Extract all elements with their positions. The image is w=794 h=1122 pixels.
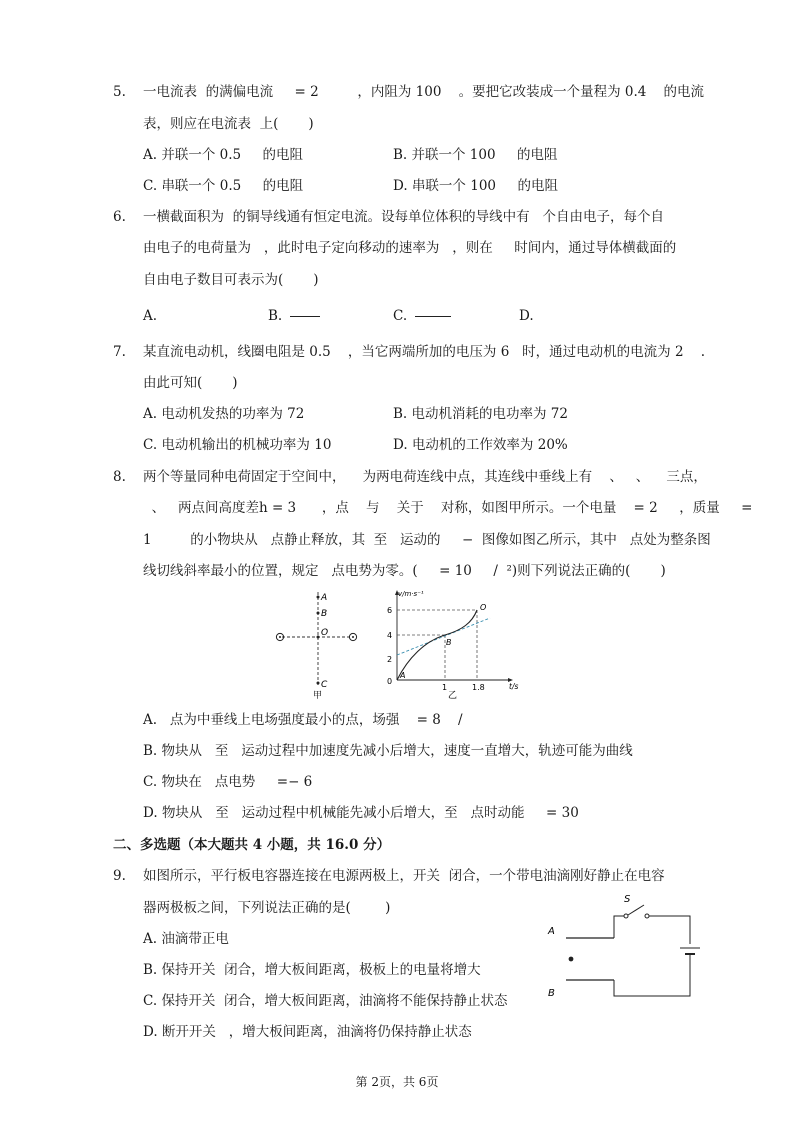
q5-option-a[interactable] <box>143 146 303 164</box>
q8-number: 8. <box>113 469 126 485</box>
option-text: 电动机输出的机械功率为 10 <box>161 437 332 453</box>
point-c-label: C <box>321 680 328 690</box>
q6-option-d[interactable] <box>519 307 534 325</box>
option-text: 并联一个 0.5 的电阻 <box>161 147 304 163</box>
switch-left-terminal <box>624 914 628 918</box>
option-label: D. <box>519 308 534 324</box>
q7-number: 7. <box>113 344 126 360</box>
q9-option-c[interactable] <box>143 992 508 1010</box>
point-o-label: O <box>480 603 487 612</box>
y-tick-6: 6 <box>387 606 393 615</box>
page-footer: 第 2页，共 6页 <box>355 1075 439 1089</box>
wire-top-right <box>649 916 690 944</box>
q6-stem-line3: 自由电子数目可表示为( ) <box>143 272 319 288</box>
option-label: A. <box>143 147 158 163</box>
switch-icon <box>628 905 644 915</box>
q6-stem-line2: 由电子的电荷量为 ，此时电子定向移动的速率为 ，则在 时间内，通过导体横截面的 <box>143 240 677 256</box>
q7-stem-line2: 由此可知( ) <box>143 375 238 391</box>
q8-option-a[interactable] <box>143 711 463 729</box>
option-label: C. <box>143 993 158 1009</box>
q8-option-d[interactable] <box>143 804 579 822</box>
y-tick-2: 2 <box>387 655 393 664</box>
x-tick-1-8: 1.8 <box>472 683 485 692</box>
y-tick-4: 4 <box>387 631 393 640</box>
q6-option-c[interactable] <box>393 307 451 325</box>
q5-number: 5. <box>113 84 126 100</box>
point-a-label: A <box>400 671 406 680</box>
tangent-line <box>397 618 490 655</box>
option-label: B. <box>143 743 158 759</box>
option-label: B. <box>393 406 408 422</box>
option-label: A. <box>143 406 158 422</box>
q8-stem-line4: 线切线斜率最小的位置，规定 点电势为零。( = 10 / ²)则下列说法正确的( ) <box>143 563 666 579</box>
q8-stem-line2: 、 两点间高度差h = 3 ，点 与 关于 对称，如图甲所示。一个电量 = 2 ，质量 = <box>143 500 753 516</box>
wire-top <box>614 916 624 938</box>
q5-stem-line2: 表，则应在电流表 上( ) <box>143 116 314 132</box>
point-o-label: O <box>321 628 329 638</box>
left-charge-dot <box>279 636 281 638</box>
plate-b-label: B <box>548 988 555 999</box>
option-text: 并联一个 100 的电阻 <box>411 147 558 163</box>
y-tick-0: 0 <box>387 677 393 686</box>
q6-option-a[interactable] <box>143 307 157 325</box>
figure-caption: 乙 <box>448 691 458 700</box>
option-label: D. <box>143 805 158 821</box>
q5-option-d[interactable] <box>393 177 558 195</box>
right-charge-dot <box>352 636 354 638</box>
option-text: 保持开关 闭合，增大板间距离，油滴将不能保持静止状态 <box>161 993 508 1009</box>
q8-figure-jia <box>272 588 364 700</box>
option-label: B. <box>268 308 283 324</box>
q7-option-a[interactable] <box>143 405 304 423</box>
q9-stem-line1: 如图所示，平行板电容器连接在电源两极上，开关 闭合，一个带电油滴刚好静止在电容 <box>143 868 665 884</box>
option-text: 物块在 点电势 =− 6 <box>161 774 313 790</box>
q6-number: 6. <box>113 209 126 225</box>
q7-stem-line1: 某直流电动机，线圈电阻是 0.5 ，当它两端所加的电压为 6 时，通过电动机的电流为 2 . <box>143 344 706 360</box>
x-axis-label: t/s <box>509 682 519 691</box>
switch-right-terminal <box>645 914 649 918</box>
q7-option-d[interactable] <box>393 436 568 454</box>
option-label: D. <box>393 178 408 194</box>
wire-bottom <box>614 954 690 996</box>
option-text: 保持开关 闭合，增大板间距离，极板上的电量将增大 <box>161 962 481 978</box>
q5-option-c[interactable] <box>143 177 303 195</box>
point-b-label: B <box>321 609 328 619</box>
x-tick-1: 1 <box>442 683 448 692</box>
point-b-dot <box>317 612 320 615</box>
y-axis-label: v/m·s⁻¹ <box>398 590 424 598</box>
q8-option-b[interactable] <box>143 742 633 760</box>
q7-option-c[interactable] <box>143 436 331 454</box>
option-label: C. <box>143 774 158 790</box>
option-text: 油滴带正电 <box>161 931 229 947</box>
plate-a-label: A <box>548 926 555 937</box>
q9-capacitor-circuit <box>540 888 710 1008</box>
option-label: A. <box>143 712 158 728</box>
fraction-bar <box>415 316 451 317</box>
q9-number: 9. <box>113 868 126 884</box>
option-text: 串联一个 0.5 的电阻 <box>161 178 304 194</box>
option-label: C. <box>393 308 408 324</box>
q8-figure-yi <box>380 588 522 700</box>
section-heading: 二、多选题（本大题共 4 小题，共 16.0 分） <box>113 837 391 853</box>
option-text: 物块从 至 运动过程中机械能先减小后增大，至 点时动能 = 30 <box>161 805 579 821</box>
point-o-dot <box>317 636 320 639</box>
fraction-bar <box>290 316 320 317</box>
q8-stem-line3: 1 的小物块从 点静止释放，其 至 运动的 − 图像如图乙所示，其中 点处为整条图 <box>143 532 711 548</box>
oil-drop <box>569 957 574 962</box>
velocity-curve <box>397 610 477 680</box>
option-text: 电动机的工作效率为 20% <box>411 437 568 453</box>
q7-option-b[interactable] <box>393 405 568 423</box>
option-text: 断开开关 ，增大板间距离，油滴将仍保持静止状态 <box>161 1024 472 1040</box>
q9-option-d[interactable] <box>143 1023 472 1041</box>
point-a-dot <box>317 596 320 599</box>
option-label: D. <box>143 1024 158 1040</box>
option-text: 电动机发热的功率为 72 <box>161 406 305 422</box>
q8-option-c[interactable] <box>143 773 312 791</box>
point-b-label: B <box>446 638 452 647</box>
q8-stem-line1: 两个等量同种电荷固定于空间中， 为两电荷连线中点，其连线中垂线上有 、 、 三点， <box>143 469 707 485</box>
point-a-label: A <box>321 593 328 603</box>
option-label: B. <box>393 147 408 163</box>
option-text: 串联一个 100 的电阻 <box>411 178 558 194</box>
option-label: B. <box>143 962 158 978</box>
q5-option-b[interactable] <box>393 146 558 164</box>
option-label: A. <box>143 308 158 324</box>
option-label: C. <box>143 437 158 453</box>
point-c-dot <box>317 682 320 685</box>
q9-option-b[interactable] <box>143 961 481 979</box>
option-text: 物块从 至 运动过程中加速度先减小后增大，速度一直增大，轨迹可能为曲线 <box>161 743 633 759</box>
switch-label: S <box>624 894 631 905</box>
q6-option-b[interactable] <box>268 307 320 325</box>
option-label: C. <box>143 178 158 194</box>
q9-option-a[interactable] <box>143 930 229 948</box>
q6-stem-line1: 一横截面积为 的铜导线通有恒定电流。设每单位体积的导线中有 个自由电子，每个自 <box>143 209 664 225</box>
q5-stem-line1: 一电流表 的满偏电流 = 2 ，内阻为 100 。要把它改装成一个量程为 0.4 的电流 <box>143 84 705 100</box>
option-text: 点为中垂线上电场强度最小的点，场强 = 8 / <box>161 712 463 728</box>
option-label: A. <box>143 931 158 947</box>
option-label: D. <box>393 437 408 453</box>
q9-stem-line2: 器两极板之间，下列说法正确的是( ) <box>143 900 391 916</box>
figure-caption: 甲 <box>313 691 323 700</box>
option-text: 电动机消耗的电功率为 72 <box>411 406 568 422</box>
